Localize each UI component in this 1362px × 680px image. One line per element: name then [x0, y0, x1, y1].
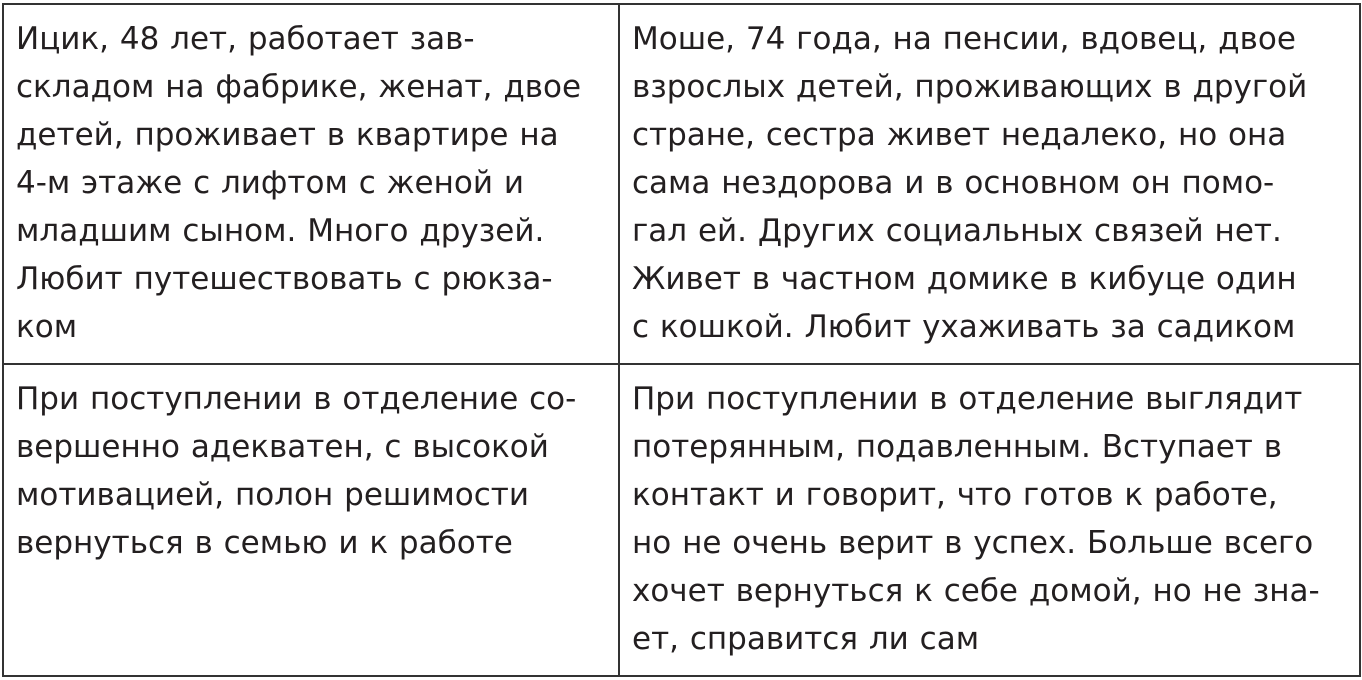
- cell-text: При поступлении в отделение со- вершенно адекватен, с высокой мотивацией, полон решимости вернуться в семью и к работе: [16, 381, 577, 561]
- cell-patient-2-background: [619, 4, 1360, 364]
- cell-text: Моше, 74 года, на пенсии, вдовец, двое взрослых детей, проживающих в другой стране, сестра живет недалеко, но она сама нездорова и в основном он помо- гал ей. Других социальных связей нет. Живет в частном домике в кибуце один с кошкой. Любит ухаживать за садиком: [632, 21, 1308, 345]
- comparison-table: [2, 3, 1361, 677]
- table-row-background: [3, 4, 1360, 364]
- cell-patient-1-background: [3, 4, 619, 364]
- cell-patient-1-admission: [3, 364, 619, 676]
- table-row-admission: [3, 364, 1360, 676]
- cell-patient-2-admission: [619, 364, 1360, 676]
- cell-text: При поступлении в отделение выглядит потерянным, подавленным. Вступает в контакт и говорит, что готов к работе, но не очень верит в успех. Больше всего хочет вернуться к себе домой, но не зна- ет, справится ли сам: [632, 381, 1320, 657]
- cell-text: Ицик, 48 лет, работает зав- складом на фабрике, женат, двое детей, проживает в квартире на 4-м этаже с лифтом с женой и младшим сыном. Много друзей. Любит путешествовать с рюкза- ком: [16, 21, 582, 345]
